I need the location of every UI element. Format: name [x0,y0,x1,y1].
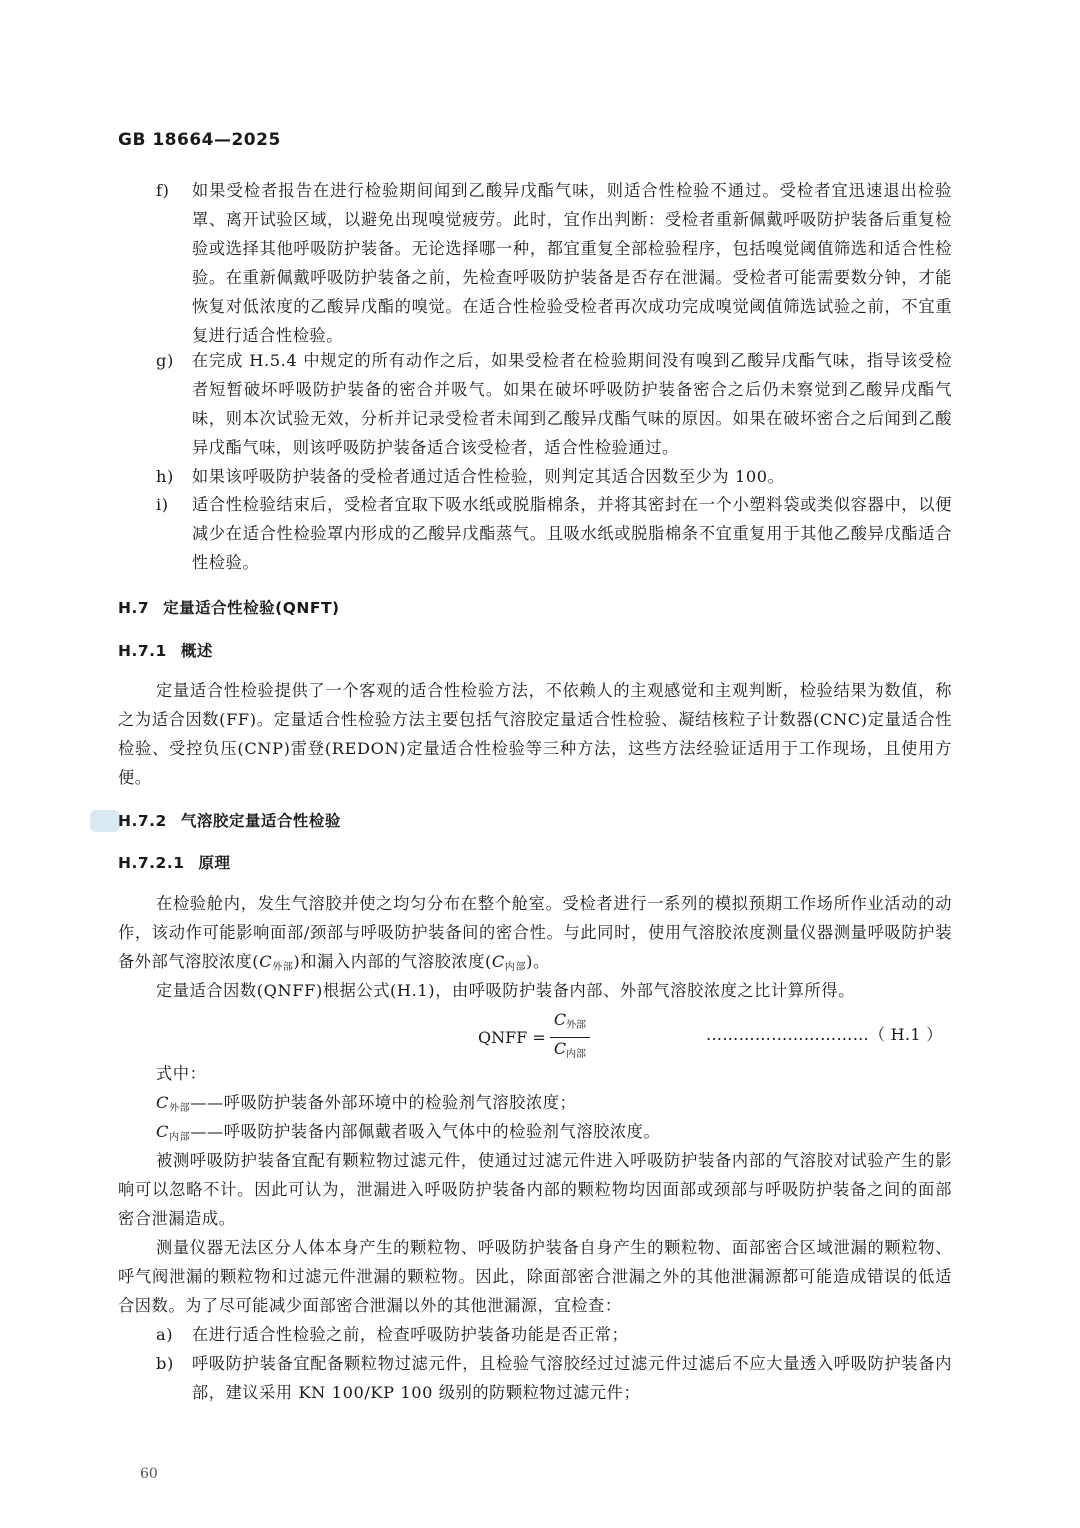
list-label: f) [156,181,170,200]
symbol-c-in: C [491,952,505,971]
symbol-c-out: C [259,952,273,971]
page-number: 60 [140,1466,158,1482]
section-number: H.7.2 [118,812,167,830]
list-label: i) [156,495,169,514]
principle-text-b: )和漏入内部的气溶胶浓度( [293,952,492,971]
list-item-a [156,1320,952,1349]
principle-paragraph [118,889,952,982]
subscript-in: 内部 [504,962,527,973]
symbol-c: C [156,1093,169,1112]
equation-reference: …………………………（ H.1 ） [706,1025,943,1044]
list-label: g) [156,351,174,370]
section-heading-h72 [118,809,341,831]
subscript-out: 外部 [169,1103,191,1114]
subscript-out: 外部 [272,962,294,973]
section-number: H.7.2.1 [118,854,185,872]
filter-note-paragraph: 被测呼吸防护装备宜配有颗粒物过滤元件，使通过过滤元件进入呼吸防护装备内部的气溶胶对试验产生的影响可以忽略不计。因此可认为，泄漏进入呼吸防护装备内部的颗粒物均因面部或颈部与呼吸防护装备之间的面部密合泄漏造成。 [118,1151,952,1228]
formula-fraction [550,1010,590,1065]
list-label: a) [156,1325,174,1344]
watermark-logo [90,810,120,832]
subscript-in: 内部 [169,1132,191,1143]
section-heading-h7 [118,596,340,618]
symbol-c: C [553,1010,567,1029]
section-title: 定量适合性检验(QNFT) [163,599,340,617]
list-item-i [156,490,952,577]
formula-h1 [478,1010,590,1065]
where-label: 式中： [156,1064,207,1083]
list-text: 在完成 H.5.4 中规定的所有动作之后，如果受检者在检验期间没有嗅到乙酸异戊酯气味，指导该受检者短暂破坏呼吸防护装备的密合并吸气。如果在破坏呼吸防护装备密合之后仍未察觉到乙酸异戊酯气味，则本次试验无效，分析并记录受检者未闻到乙酸异戊酯气味的原因。如果在破坏密合之后闻到乙酸异戊酯气味，则该呼吸防护装备适合该受检者，适合性检验通过。 [192,351,952,457]
leak-sources-paragraph: 测量仪器无法区分人体本身产生的颗粒物、呼吸防护装备自身产生的颗粒物、面部密合区域泄漏的颗粒物、呼气阀泄漏的颗粒物和过滤元件泄漏的颗粒物。因此，除面部密合泄漏之外的其他泄漏源都可能造成错误的低适合因数。为了尽可能减少面部密合泄漏以外的其他泄漏源，宜检查： [118,1238,952,1315]
section-title: 气溶胶定量适合性检验 [180,812,341,830]
symbol-c: C [553,1039,567,1058]
section-title: 概述 [180,642,213,660]
section-number: H.7 [118,599,150,617]
subscript-in: 内部 [566,1049,587,1060]
list-text: 呼吸防护装备宜配备颗粒物过滤元件，且检验气溶胶经过过滤元件过滤后不应大量透入呼吸防护装备内部，建议采用 KN 100/KP 100 级别的防颗粒物过滤元件； [192,1354,952,1402]
principle-text-a: 在检验舱内，发生气溶胶并使之均匀分布在整个舱室。受检者进行一系列的模拟预期工作场所作业活动的动作，该动作可能影响面部/颈部与呼吸防护装备间的密合性。与此同时，使用气溶胶浓度测量仪器测量呼吸防护装备外部气溶胶浓度( [118,894,952,971]
list-label: h) [156,467,174,486]
standard-code: GB 18664—2025 [118,130,281,150]
section-heading-h71 [118,639,213,661]
formula-numerator [550,1010,590,1038]
variable-description: ——呼吸防护装备外部环境中的检验剂气溶胶浓度； [190,1093,577,1112]
list-text: 如果该呼吸防护装备的受检者通过适合性检验，则判定其适合因数至少为 100。 [192,467,785,486]
list-text: 在进行适合性检验之前，检查呼吸防护装备功能是否正常； [192,1325,629,1344]
section-title: 原理 [198,854,231,872]
overview-paragraph: 定量适合性检验提供了一个客观的适合性检验方法，不依赖人的主观感觉和主观判断，检验结果为数值，称之为适合因数(FF)。定量适合性检验方法主要包括气溶胶定量适合性检验、凝结核粒子计数器(CNC)定量适合性检验、受控负压(CNP)雷登(REDON)定量适合性检验等三种方法，这些方法经验证适用于工作现场，且使用方便。 [118,681,952,787]
variable-description: ——呼吸防护装备内部佩戴者吸入气体中的检验剂气溶胶浓度。 [190,1122,661,1141]
formula-lhs: QNFF = [478,1028,546,1047]
list-item-f [156,176,952,350]
list-text: 适合性检验结束后，受检者宜取下吸水纸或脱脂棉条，并将其密封在一个小塑料袋或类似容器中，以便减少在适合性检验罩内形成的乙酸异戊酯蒸气。且吸水纸或脱脂棉条不宜重复用于其他乙酸异戊酯适合性检验。 [192,495,952,572]
principle-text-c: )。 [526,952,550,971]
list-text: 如果受检者报告在进行检验期间闻到乙酸异戊酯气味，则适合性检验不通过。受检者宜迅速退出检验罩、离开试验区域，以避免出现嗅觉疲劳。此时，宜作出判断：受检者重新佩戴呼吸防护装备后重复检验或选择其他呼吸防护装备。无论选择哪一种，都宜重复全部检验程序，包括嗅觉阈值筛选和适合性检验。在重新佩戴呼吸防护装备之前，先检查呼吸防护装备是否存在泄漏。受检者可能需要数分钟，才能恢复对低浓度的乙酸异戊酯的嗅觉。在适合性检验受检者再次成功完成嗅觉阈值筛选试验之前，不宜重复进行适合性检验。 [192,181,952,345]
subscript-out: 外部 [566,1020,587,1031]
list-label: b) [156,1354,174,1373]
section-number: H.7.1 [118,642,167,660]
list-item-g [156,346,952,462]
formula-intro-paragraph: 定量适合因数(QNFF)根据公式(H.1)，由呼吸防护装备内部、外部气溶胶浓度之比计算所得。 [156,981,855,1000]
section-heading-h721 [118,851,231,873]
list-item-h [156,462,952,491]
list-item-b [156,1349,952,1407]
symbol-c: C [156,1122,169,1141]
